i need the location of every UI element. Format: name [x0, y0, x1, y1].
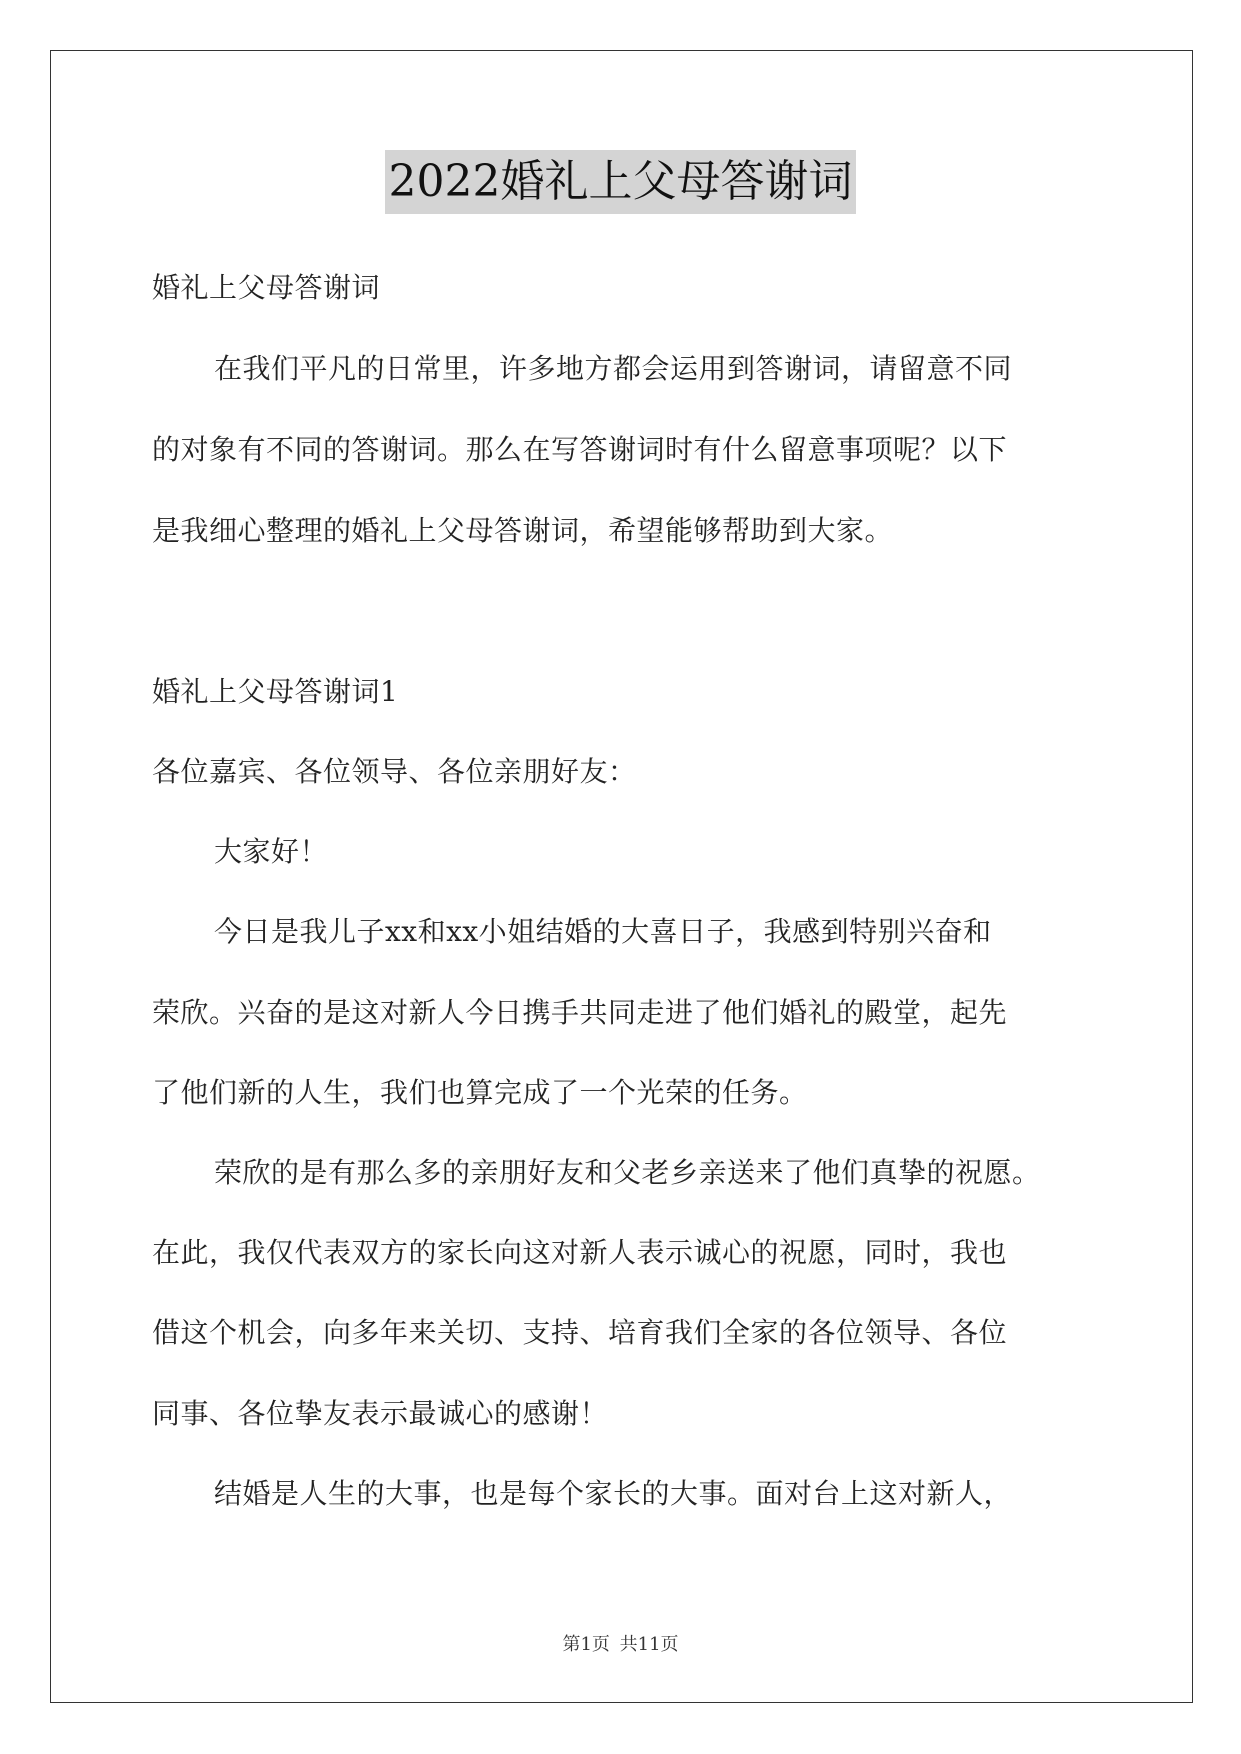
paragraph-line: 结婚是人生的大事，也是每个家长的大事。面对台上这对新人，: [214, 1477, 1013, 1510]
paragraph-line: 在我们平凡的日常里，许多地方都会运用到答谢词，请留意不同: [214, 352, 1013, 385]
title-container: [0, 150, 1241, 214]
page-total: 共11页: [619, 1634, 679, 1655]
page-number: 第1页: [562, 1634, 610, 1655]
section-heading: 婚礼上父母答谢词1: [152, 675, 399, 708]
paragraph-line: 荣欣的是有那么多的亲朋好友和父老乡亲送来了他们真挚的祝愿。: [214, 1156, 1041, 1189]
paragraph-line: 借这个机会，向多年来关切、支持、培育我们全家的各位领导、各位: [152, 1316, 1008, 1349]
section-heading: 婚礼上父母答谢词: [152, 271, 381, 304]
page-footer: [0, 1630, 1241, 1656]
paragraph-line: 的对象有不同的答谢词。那么在写答谢词时有什么留意事项呢？以下: [152, 433, 1008, 466]
paragraph-line: 在此，我仅代表双方的家长向这对新人表示诚心的祝愿，同时，我也: [152, 1236, 1008, 1269]
salutation-line: 各位嘉宾、各位领导、各位亲朋好友：: [152, 755, 637, 788]
greeting-line: 大家好！: [214, 835, 329, 868]
paragraph-line: 荣欣。兴奋的是这对新人今日携手共同走进了他们婚礼的殿堂，起先: [152, 996, 1008, 1029]
paragraph-line: 同事、各位挚友表示最诚心的感谢！: [152, 1397, 609, 1430]
paragraph-line: 了他们新的人生，我们也算完成了一个光荣的任务。: [152, 1076, 808, 1109]
document-title: 2022婚礼上父母答谢词: [385, 150, 857, 214]
paragraph-line: 今日是我儿子xx和xx小姐结婚的大喜日子，我感到特别兴奋和: [214, 915, 992, 948]
paragraph-line: 是我细心整理的婚礼上父母答谢词，希望能够帮助到大家。: [152, 514, 894, 547]
